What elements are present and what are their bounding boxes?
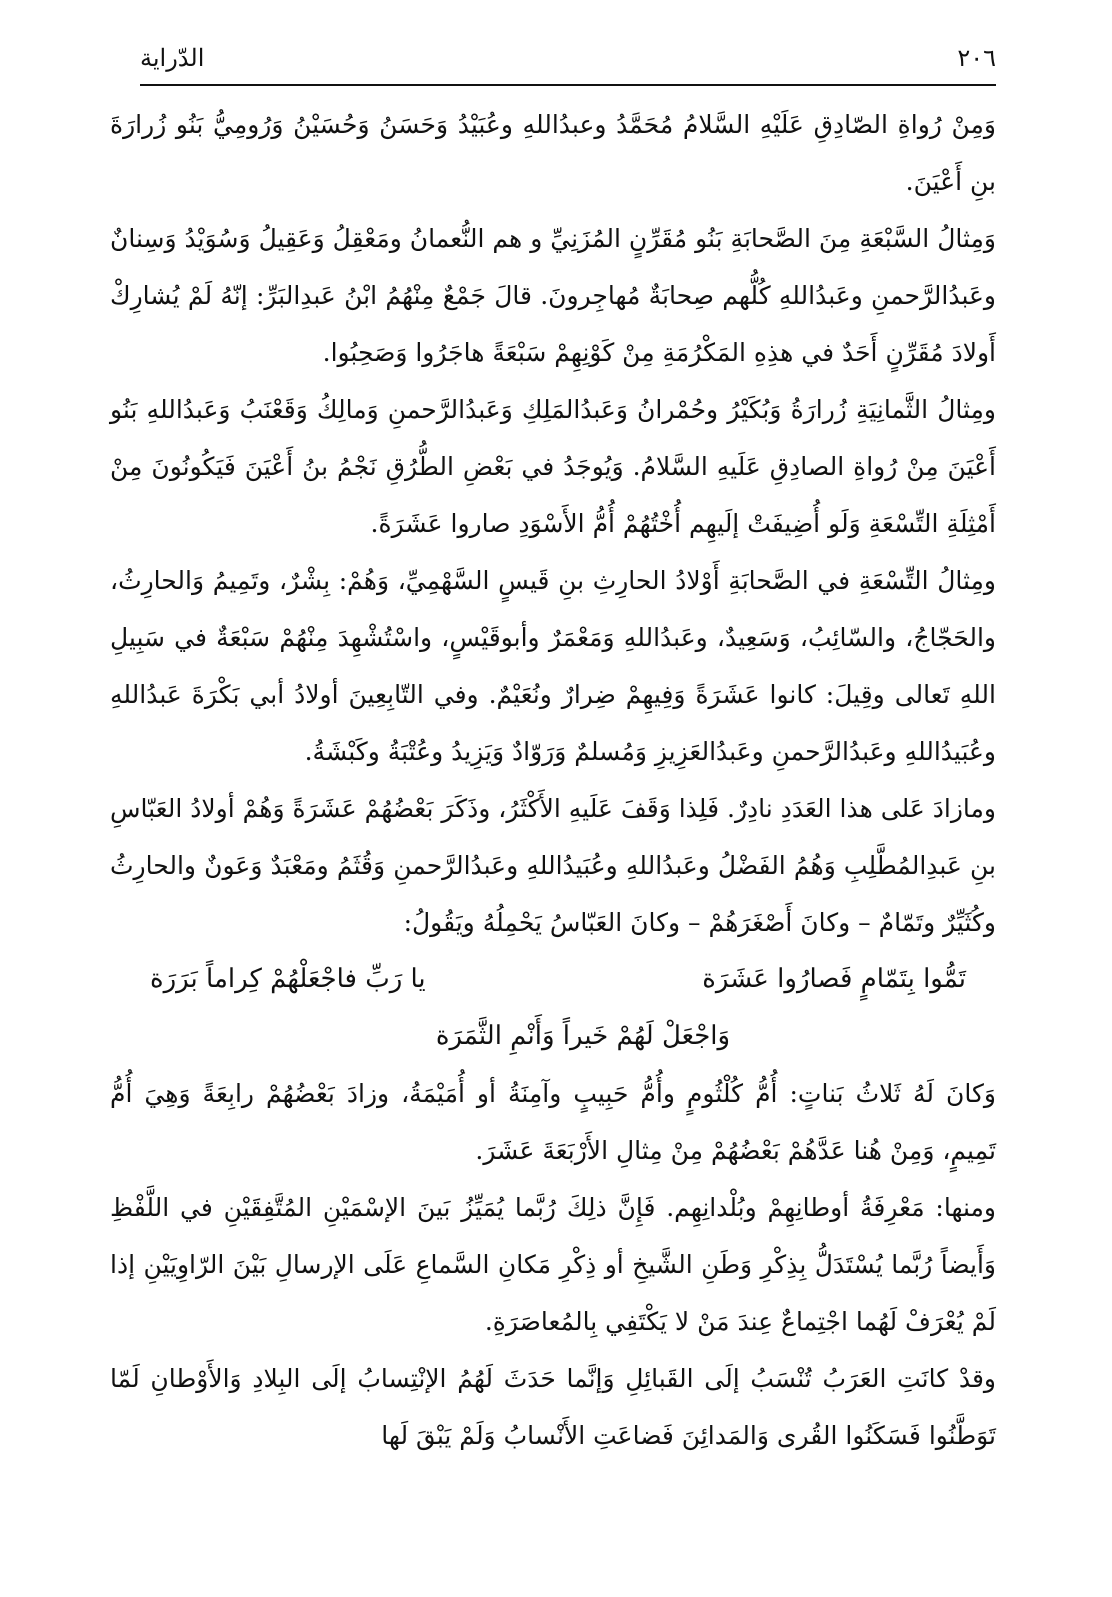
page-number: ٢٠٦ bbox=[957, 44, 996, 72]
paragraph-example-nine: ومِثالُ التِّسْعَةِ في الصَّحابَةِ أَوْلادُ الحارِثِ بنِ قَيسٍ السَّهْمِيِّ، وَهُمْ: بِشْرٌ، وتَمِيمُ وَالحارِثُ، والحَجّاجُ، والسّائِبُ، وَسَعِيدٌ، وعَبدُاللهِ وَمَعْمَرٌ وأبوقَيْسٍ، واسْتُشْهِدَ مِنْهُمْ سَبْعَةٌ في سَبِيلِ اللهِ تَعالى وقِيلَ: كانوا عَشَرَةً وَفِيهِمْ ضِرارٌ ونُعَيْمٌ. وفي التّابِعِينَ أولادُ أبي بَكْرَةَ عَبدُاللهِ وعُبَيدُاللهِ وعَبدُالرَّحمنِ وعَبدُالعَزِيزِ وَمُسلمٌ وَرَوّادٌ وَيَزِيدُ وعُتْبَةُ وكَبْشَةُ. bbox=[110, 566, 996, 766]
paragraph-arab-lineage: وقدْ كانَتِ العَرَبُ تُنْسَبُ إلَى القَبائِلِ وَإنَّما حَدَثَ لَهُمُ الإنْتِسابُ إلَى البِلادِ وَالأَوْطانِ لَمّا تَوَطَّنُوا فَسَكَنُوا القُرى وَالمَدائِنَ فَضاعَتِ الأَنْسابُ وَلَمْ يَبْقَ لَها bbox=[110, 1364, 996, 1450]
header-divider bbox=[140, 84, 996, 86]
poem-hemistich-second: يا رَبِّ فاجْعَلْهُمْ كِراماً بَرَرَة bbox=[150, 964, 426, 994]
page-body bbox=[110, 96, 996, 1464]
paragraph-homelands: ومنها: مَعْرِفَةُ أوطانِهِمْ وبُلْدانِهِم. فَإِنَّ ذلِكَ رُبَّما يُمَيِّزُ بَينَ الإسْمَيْنِ المُتَّفِقَيْنِ في اللَّفْظِ وَأَيضاً رُبَّما يُسْتَدَلُّ بِذِكْرِ وَطَنِ الشَّيخِ أو ذِكْرِ مَكانِ السَّماعِ عَلَى الإرسالِ بَيْنَ الرّاوِيَيْنِ إذا لَمْ يُعْرَفْ لَهُما اجْتِماعٌ عِندَ مَنْ لا يَكْتَفِي بِالمُعاصَرَةِ. bbox=[110, 1193, 996, 1336]
poem-verse-2: وَاجْعَلْ لَهُمْ خَيراً وَأَنْمِ الثَّمَرَة bbox=[435, 1021, 731, 1051]
page-header bbox=[140, 40, 996, 82]
running-title: الدّراية bbox=[140, 44, 205, 72]
paragraph-example-eight: ومِثالُ الثَّمانِيَةِ زُرارَةُ وَبُكَيْرُ وحُمْرانُ وَعَبدُالمَلِكِ وَعَبدُالرَّحمنِ وَمالِكُ وَقَعْنَبُ وَعَبدُاللهِ بَنُو أَعْيَنَ مِنْ رُواةِ الصادِقِ عَلَيهِ السَّلامُ. وَيُوجَدُ في بَعْضِ الطُّرُقِ نَجْمُ بنُ أَعْيَنَ فَيَكُونُونَ مِنْ أَمْثِلَةِ التِّسْعَةِ وَلَو أُضِيفَتْ إلَيهِم أُخْتُهُمْ أُمُّ الأَسْوَدِ صاروا عَشَرَةً. bbox=[110, 395, 996, 538]
paragraph-example-seven: وَمِثالُ السَّبْعَةِ مِنَ الصَّحابَةِ بَنُو مُقَرِّنٍ المُزَنِيِّ و هم النُّعمانُ ومَعْقِلُ وَعَقِيلُ وَسُوَيْدُ وَسِنانٌ وعَبدُالرَّحمنِ وعَبدُاللهِ كُلُّهم صِحابَةٌ مُهاجِرونَ. قالَ جَمْعٌ مِنْهُمُ ابْنُ عَبدِالبَرِّ: إنّهُ لَمْ يُشارِكْ أَولادَ مُقَرِّنٍ أَحَدٌ في هذِهِ المَكْرُمَةِ مِنْ كَوْنِهِمْ سَبْعَةً هاجَرُوا وَصَحِبُوا. bbox=[110, 224, 996, 367]
poem-hemistich-first: تَمُّوا بِتَمّامٍ فَصارُوا عَشَرَة bbox=[702, 964, 966, 994]
poem-verse-1 bbox=[150, 951, 966, 1008]
paragraph-daughters: وَكانَ لَهُ ثَلاثُ بَناتٍ: أُمُّ كُلْثُومٍ وأُمُّ حَبِيبٍ وآمِنَةُ أو أُمَيْمَةُ، وزادَ بَعْضُهُمْ رابِعَةً وَهِيَ أُمُّ تَمِيمٍ، وَمِنْ هُنا عَدَّهُمْ بَعْضُهُمْ مِنْ مِثالِ الأَرْبَعَةَ عَشَرَ. bbox=[110, 1079, 996, 1165]
paragraph-narrators-of-sadiq: وَمِنْ رُواةِ الصّادِقِ عَلَيْهِ السَّلامُ مُحَمَّدُ وعبدُاللهِ وعُبَيْدُ وَحَسَنُ وَحُسَيْنُ وَرُومِيُّ بَنُو زُرارَةَ بنِ أَعْيَنَ. bbox=[110, 110, 996, 196]
paragraph-beyond-count: ومازادَ عَلى هذا العَدَدِ نادِرٌ. فَلِذا وَقَفَ عَلَيهِ الأَكْثَرُ، وذَكَرَ بَعْضُهُمْ عَشَرَةً وَهُمْ أولادُ العَبّاسِ بنِ عَبدِالمُطَّلِبِ وَهُمُ الفَضْلُ وعَبدُاللهِ وعُبَيدُاللهِ وعَبدُالرَّحمنِ وَقُثَمُ ومَعْبَدٌ وَعَونٌ والحارِثُ وكُثَيِّرٌ وتَمّامٌ – وكانَ أَصْغَرَهُمْ – وكانَ العَبّاسُ يَحْمِلُهُ ويَقُولُ: bbox=[110, 794, 996, 937]
